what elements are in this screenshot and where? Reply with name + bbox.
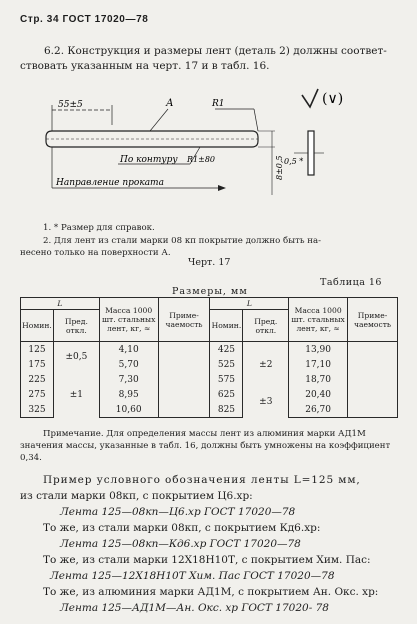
header-dev-left: Пред. откл. [53,310,99,342]
table-note-line1: Примечание. Для определения массы лент из алюминия марки АД1М [43,429,366,439]
table-cell [348,387,398,402]
table-cell: 5,70 [99,357,158,372]
example-1-formula: Лента 125—08кп—Ц6.хр ГОСТ 17020—78 [60,506,296,518]
table-cell: ±3 [243,387,289,418]
table-cell: 175 [21,357,54,372]
example-4-line: То же, из алюминия марки АД1М, с покрытием Ан. Окс. хр: [43,586,379,598]
table-cell: 10,60 [99,402,158,418]
table-cell: 575 [210,372,243,387]
drawing-17 [0,85,417,215]
table-cell [158,372,210,387]
para-6-2-line2: ствовать указанным на черт. 17 и в табл. 16. [20,60,270,72]
roughness-check-icon [302,89,318,107]
header-dev-right: Пред. откл. [243,310,289,342]
table-cell: ±1 [53,372,99,418]
label-a: А [166,98,174,109]
table-cell: ±0,5 [53,342,99,373]
example-2-formula: Лента 125—08кп—Кд6.хр ГОСТ 17020—78 [60,538,301,550]
label-contour: По контуру [120,155,178,165]
example-3-formula: Лента 125—12Х18Н10Т Хим. Пас ГОСТ 17020—78 [50,570,335,582]
example-1-line2: из стали марки 08кп, с покрытием Ц6.хр: [20,490,253,502]
example-3-line: То же, из стали марки 12Х18Н10Т, с покрытием Хим. Пас: [43,554,371,566]
table-cell: 325 [21,402,54,418]
table-cell: 4,10 [99,342,158,358]
table-cell: 7,30 [99,372,158,387]
table-cell: 17,10 [289,357,348,372]
table-cell: 225 [21,372,54,387]
header-l-right: L [210,298,289,310]
note-2-line2: несено только на поверхности А. [20,248,171,258]
dim-width-label: 8±0,5 [275,155,284,180]
table-cell: 625 [210,387,243,402]
table-cell [348,402,398,418]
header-nom-left: Номин. [21,310,54,342]
table-number: Таблица 16 [320,277,382,288]
note-2-line1: 2. Для лент из стали марки 08 кп покрытие должно быть на- [43,236,321,246]
header-mass-left: Масса 1000 шт. стальных лент, кг, ≈ [99,298,158,342]
label-r80: R1±80 [187,155,215,164]
label-r1: R1 [212,99,225,109]
figure-caption: Черт. 17 [188,257,231,268]
example-2-line: То же, из стали марки 08кп, с покрытием Кд6.хр: [43,522,321,534]
example-4-formula: Лента 125—АД1М—Ан. Окс. хр ГОСТ 17020- 78 [60,602,329,614]
table-cell: 18,70 [289,372,348,387]
table-cell [158,342,210,358]
header-note-right: Приме- чаемость [348,298,398,342]
dim-thickness-label: 0,5 * [284,157,304,166]
table-title: Размеры, мм [172,286,248,297]
table-cell: 13,90 [289,342,348,358]
roughness-label: (∨) [322,91,344,107]
dim-55-label: 55±5 [58,100,83,110]
table-cell: 20,40 [289,387,348,402]
strip-outline [46,131,258,147]
table-cell: ±2 [243,342,289,388]
leader-a [150,109,168,131]
page-header: Стр. 34 ГОСТ 17020—78 [20,14,149,25]
note-1: 1. * Размер для справок. [43,223,155,233]
table-cell [158,357,210,372]
dimensions-table [20,297,398,418]
label-direction: Направление проката [56,178,164,188]
example-1-line1: Пример условного обозначения ленты L=125 мм, [43,474,361,486]
table-cell [348,357,398,372]
table-cell: 8,95 [99,387,158,402]
table-cell: 525 [210,357,243,372]
para-6-2-line1: 6.2. Конструкция и размеры лент (деталь 2) должны соответ- [44,45,387,57]
table-cell [158,402,210,418]
header-mass-right: Масса 1000 шт. стальных лент, кг, ≈ [289,298,348,342]
header-note-left: Приме- чаемость [158,298,210,342]
header-l-left: L [21,298,100,310]
table-cell: 425 [210,342,243,358]
strip-side-view [308,131,314,175]
table-cell: 825 [210,402,243,418]
table-cell: 26,70 [289,402,348,418]
header-nom-right: Номин. [210,310,243,342]
table-cell [348,372,398,387]
table-cell: 125 [21,342,54,358]
table-cell [158,387,210,402]
table-cell: 275 [21,387,54,402]
table-note-line2: значения массы, указанные в табл. 16, должны быть умножены на коэффициент [20,441,391,451]
table-cell [348,342,398,358]
table-note-line3: 0,34. [20,453,42,463]
